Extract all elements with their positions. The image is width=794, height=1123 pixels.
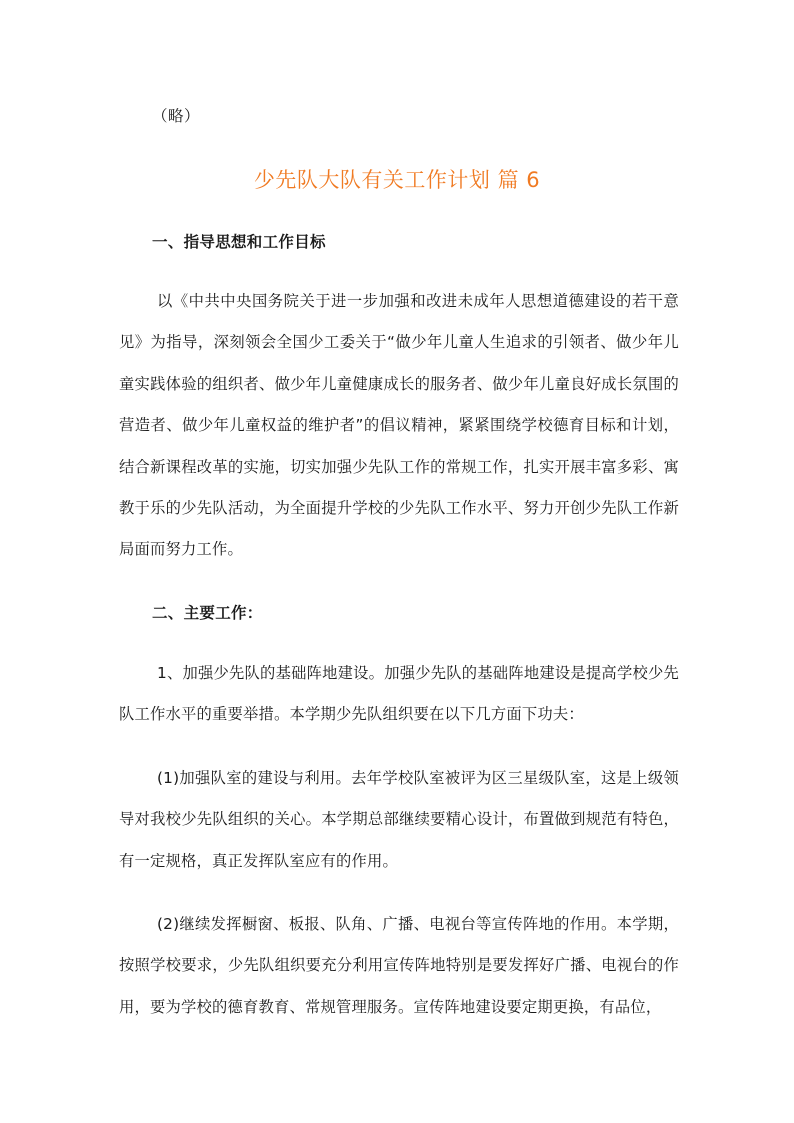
omitted-note: （略） (152, 107, 201, 125)
paragraph-guiding-ideology: 以《中共中央国务院关于进一步加强和改进未成年人思想道德建设的若干意见》为指导，深刻领会全国少工委关于“做少年儿童人生追求的引领者、做少年儿童实践体验的组织者、做少年儿童健康成长的服务者、做少年儿童良好成长氛围的营造者、做少年儿童权益的维护者”的倡议精神，紧紧围绕学校德育目标和计划，结合新课程改革的实施，切实加强少先队工作的常规工作，扎实开展丰富多彩、寓教于乐的少先队活动，为全面提升学校的少先队工作水平、努力开创少先队工作新局面而努力工作。 (119, 292, 679, 559)
paragraph-item-1-2: (2)继续发挥橱窗、板报、队角、广播、电视台等宣传阵地的作用。本学期，按照学校要求，少先队组织要充分利用宣传阵地特别是要发挥好广播、电视台的作用，要为学校的德育教育、常规管理服务。宣传阵地建设要定期更换，有品位， (119, 915, 679, 1016)
paragraph-item-1-1: (1)加强队室的建设与利用。去年学校队室被评为区三星级队室，这是上级领导对我校少先队组织的关心。本学期总部继续要精心设计，布置做到规范有特色，有一定规格，真正发挥队室应有的作用。 (119, 769, 679, 870)
section-heading-2: 二、主要工作： (152, 604, 263, 622)
page-title: 少先队大队有关工作计划 篇 6 (253, 168, 541, 192)
section-heading-1: 一、指导思想和工作目标 (152, 233, 326, 251)
paragraph-item-1: 1、加强少先队的基础阵地建设。加强少先队的基础阵地建设是提高学校少先队工作水平的重要举措。本学期少先队组织要在以下几方面下功夫： (119, 664, 679, 724)
